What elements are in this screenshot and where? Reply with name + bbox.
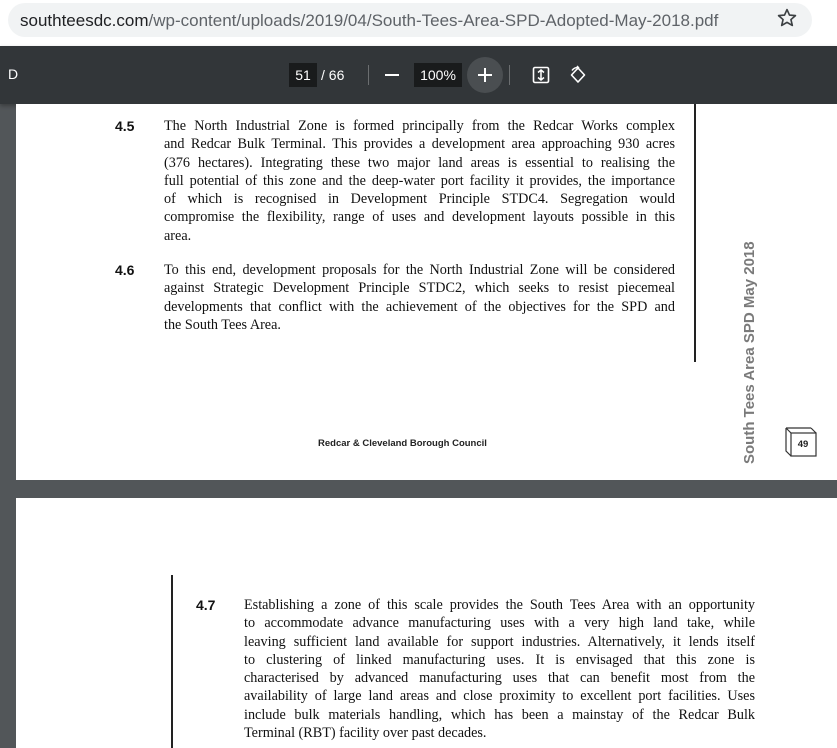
text-line: Terminal (RBT) facility over past decades.: [244, 725, 487, 742]
paragraph-4-5: [164, 117, 675, 245]
page-number: 49: [797, 439, 809, 450]
text-line: Establishing a zone of this scale provides the South Tees Area with an opportunity: [244, 597, 755, 613]
plus-icon: [475, 65, 495, 85]
zoom-in-button[interactable]: [467, 57, 503, 93]
margin-rule: [171, 575, 173, 748]
text-line: availability of large land areas and close proximity to excellent port facilities. Uses: [244, 688, 755, 705]
page-total: / 66: [321, 67, 345, 83]
paragraph-number: 4.7: [196, 597, 216, 613]
zoom-level-input[interactable]: 100%: [414, 63, 462, 87]
paragraph-number: 4.6: [115, 262, 135, 278]
toolbar-divider: [509, 65, 510, 85]
text-line: full potential of this zone and the deep-water port facility it provides, the importance: [164, 172, 675, 189]
text-line: area.: [164, 227, 192, 244]
pdf-page: [16, 498, 837, 748]
paragraph-number: 4.5: [115, 118, 135, 134]
fit-to-page-button[interactable]: [523, 57, 559, 93]
text-line: (376 hectares). Integrating these two major land areas is essential to realising the: [164, 154, 675, 171]
minus-icon: [382, 65, 402, 85]
fit-to-page-icon: [531, 65, 551, 85]
pdf-page: [16, 104, 837, 480]
text-line: compromise the flexibility, range of uses and development layouts possible in this: [164, 209, 675, 226]
url-text[interactable]: [20, 11, 718, 31]
side-document-title: South Tees Area SPD May 2018: [741, 241, 758, 464]
browser-address-area: [0, 0, 837, 46]
margin-rule: [694, 104, 696, 362]
text-line: and Redcar Bulk Terminal. This provides a development area approaching 930 acres: [164, 136, 675, 153]
rotate-button[interactable]: [560, 57, 596, 93]
pdf-toolbar: [0, 46, 837, 104]
url-domain: southteesdc.com: [20, 11, 149, 30]
text-line: developments that conflict with the achievement of the objectives for the SPD and: [164, 298, 675, 315]
text-line: The North Industrial Zone is formed principally from the Redcar Works complex: [164, 118, 675, 134]
paragraph-4-7: [244, 596, 755, 742]
rotate-icon: [568, 65, 588, 85]
footer-council-name: Redcar & Cleveland Borough Council: [318, 438, 487, 449]
text-line: to accommodate advance manufacturing uses with a very high land take, while: [244, 615, 755, 632]
url-path: /wp-content/uploads/2019/04/South-Tees-Area-SPD-Adopted-May-2018.pdf: [148, 11, 719, 30]
text-line: characterised by advanced manufacturing uses that can benefit most from the: [244, 670, 755, 687]
bookmark-star-icon[interactable]: [776, 7, 798, 29]
address-bar[interactable]: [8, 3, 812, 37]
text-line: the South Tees Area.: [164, 316, 281, 333]
text-line: leaving sufficient land available for support industries. Alternatively, it lends itself: [244, 633, 755, 650]
text-line: of which is recognised in Development Principle STDC4. Segregation would: [164, 191, 675, 208]
text-line: against Strategic Development Principle STDC2, which seeks to resist piecemeal: [164, 280, 675, 297]
zoom-out-button[interactable]: [374, 57, 410, 93]
text-line: To this end, development proposals for the North Industrial Zone will be considered: [164, 262, 675, 278]
text-line: include bulk materials handling, which has been a mainstay of the Redcar Bulk: [244, 706, 755, 723]
toolbar-divider: [368, 65, 369, 85]
current-page-input[interactable]: 51: [289, 63, 317, 87]
page-gap: [16, 480, 837, 498]
paragraph-4-6: [164, 261, 675, 334]
document-title-fragment: D: [8, 66, 19, 82]
text-line: to clustering of linked manufacturing uses. It is envisaged that this zone is: [244, 651, 755, 668]
